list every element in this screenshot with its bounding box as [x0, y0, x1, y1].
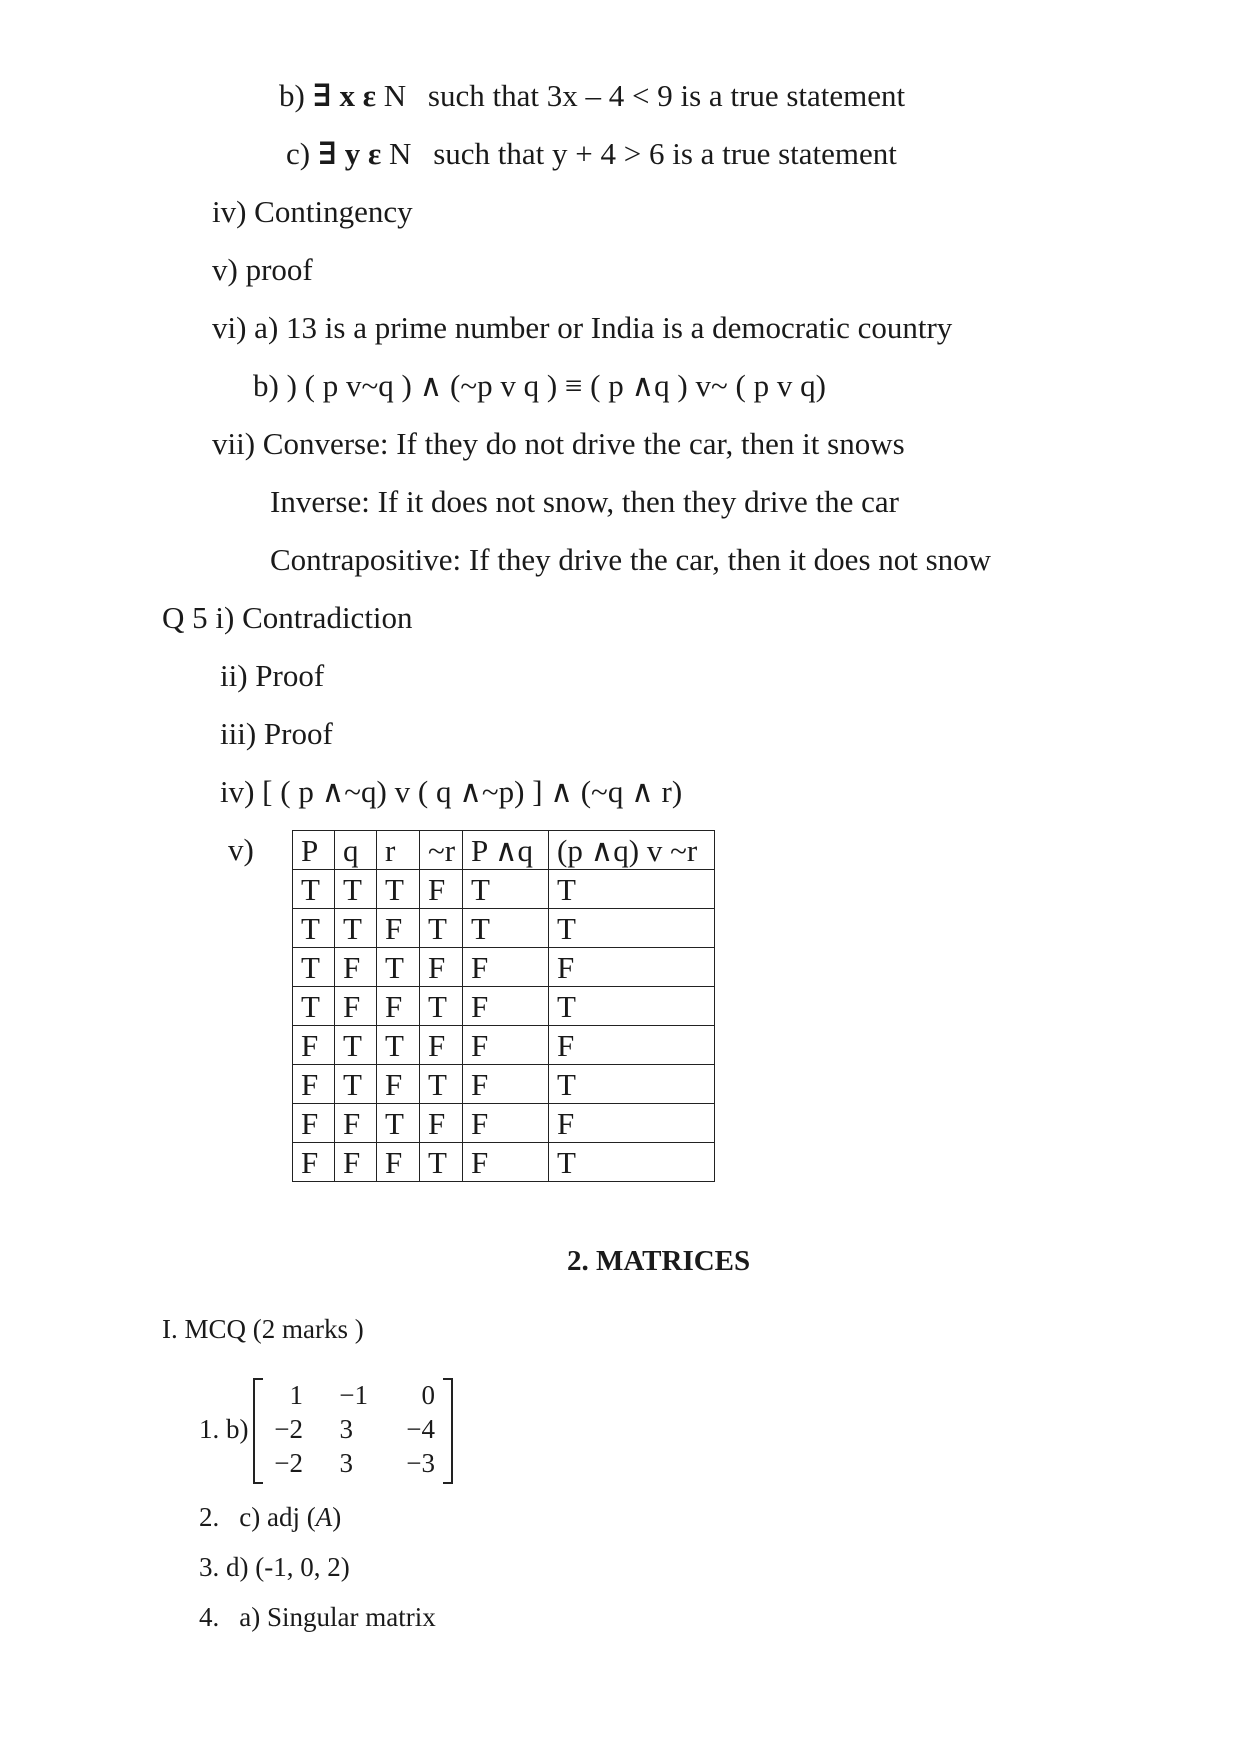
truth-table-cell: T	[549, 870, 715, 909]
q4-iv: iv) Contingency	[212, 194, 413, 229]
matrix-cell: −2	[274, 1414, 303, 1444]
truth-table-header: r	[377, 831, 420, 870]
q4-v: v) proof	[212, 252, 313, 287]
q4-iii-c-quantifier: ∃ y ε	[317, 136, 382, 171]
truth-table-cell: T	[377, 1026, 420, 1065]
mcq-heading: I. MCQ (2 marks )	[162, 1314, 364, 1344]
truth-table-cell: F	[377, 1143, 420, 1182]
truth-table-row	[293, 987, 715, 1026]
truth-table-cell: F	[463, 1143, 549, 1182]
q4-iii-b-quantifier: ∃ x ε	[312, 78, 377, 113]
matrix-cell: −4	[406, 1414, 435, 1444]
q4-vi-b: b) ) ( p v~q ) ∧ (~p v q ) ≡ ( p ∧q ) v~ ( p v q)	[253, 368, 826, 403]
mcq-q4-number: 4.	[199, 1602, 220, 1632]
truth-table	[292, 830, 715, 1182]
truth-table-cell: F	[335, 1104, 377, 1143]
truth-table-cell: F	[420, 1104, 463, 1143]
matrix-cell: 3	[339, 1448, 353, 1478]
truth-table-cell: F	[377, 987, 420, 1026]
truth-table-cell: T	[293, 870, 335, 909]
matrix-cell: 1	[289, 1380, 303, 1410]
truth-table-cell: F	[335, 987, 377, 1026]
mcq-q2-answer-var: A	[315, 1502, 333, 1532]
truth-table-cell: T	[377, 948, 420, 987]
truth-table-header: q	[335, 831, 377, 870]
truth-table-cell: F	[420, 870, 463, 909]
truth-table-cell: T	[420, 987, 463, 1026]
truth-table-cell: F	[463, 1026, 549, 1065]
truth-table-cell: T	[335, 870, 377, 909]
truth-table-cell: F	[420, 948, 463, 987]
truth-table-cell: T	[549, 1143, 715, 1182]
q4-vii-converse: vii) Converse: If they do not drive the car, then it snows	[212, 426, 905, 461]
truth-table-cell: F	[549, 948, 715, 987]
q4-iii-c-set: N	[389, 136, 412, 171]
truth-table-cell: T	[293, 987, 335, 1026]
truth-table-row	[293, 1026, 715, 1065]
truth-table-cell: T	[335, 1065, 377, 1104]
truth-table-row	[293, 948, 715, 987]
truth-table-cell: F	[293, 1104, 335, 1143]
truth-table-row	[293, 1065, 715, 1104]
truth-table-cell: F	[293, 1026, 335, 1065]
truth-table-cell: F	[549, 1026, 715, 1065]
q4-iii-c	[286, 138, 897, 169]
truth-table-cell: F	[377, 909, 420, 948]
truth-table-header: (p ∧q) v ~r	[549, 831, 715, 870]
section-title: 2. MATRICES	[567, 1245, 751, 1277]
q4-iii-b-label: b)	[279, 78, 305, 113]
truth-table-row	[293, 909, 715, 948]
mcq-q1-label: 1. b)	[199, 1414, 249, 1444]
truth-table-cell: T	[293, 909, 335, 948]
truth-table-cell: T	[335, 909, 377, 948]
truth-table-cell: T	[293, 948, 335, 987]
truth-table-row	[293, 870, 715, 909]
q4-iii-b-text: such that 3x – 4 < 9 is a true statement	[427, 78, 906, 113]
q4-iii-c-label: c)	[286, 136, 311, 171]
mcq-q4	[199, 1604, 436, 1631]
truth-table-header: ~r	[420, 831, 463, 870]
truth-table-cell: F	[463, 948, 549, 987]
truth-table-cell: T	[420, 1143, 463, 1182]
truth-table-cell: T	[335, 1026, 377, 1065]
truth-table-cell: T	[549, 909, 715, 948]
truth-table-cell: F	[463, 1104, 549, 1143]
truth-table-cell: F	[463, 987, 549, 1026]
truth-table-cell: F	[335, 1143, 377, 1182]
matrix-right-bracket	[443, 1378, 453, 1484]
q4-iii-b	[279, 80, 905, 111]
matrix-cell: −2	[274, 1448, 303, 1478]
truth-table-cell: T	[549, 1065, 715, 1104]
q5-iv: iv) [ ( p ∧~q) v ( q ∧~p) ] ∧ (~q ∧ r)	[220, 774, 683, 809]
mcq-q2-answer-suffix: )	[332, 1502, 342, 1532]
matrix-cell: −1	[339, 1380, 368, 1410]
matrix-cell: 0	[421, 1380, 435, 1410]
truth-table-cell: T	[420, 909, 463, 948]
truth-table-cell: F	[377, 1065, 420, 1104]
matrix-cell: 3	[339, 1414, 353, 1444]
q5-ii: ii) Proof	[220, 658, 325, 693]
truth-table-row	[293, 1143, 715, 1182]
truth-table-cell: T	[463, 909, 549, 948]
truth-table-body	[293, 870, 715, 1182]
truth-table-cell: F	[293, 1065, 335, 1104]
q4-vii-inverse: Inverse: If it does not snow, then they drive the car	[270, 484, 899, 519]
q5-i: Q 5 i) Contradiction	[162, 600, 413, 635]
mcq-q2-number: 2.	[199, 1502, 220, 1532]
truth-table-header: P	[293, 831, 335, 870]
truth-table-cell: F	[549, 1104, 715, 1143]
q4-iii-b-set: N	[383, 78, 407, 113]
q4-vii-contrapositive: Contrapositive: If they drive the car, then it does not snow	[270, 542, 992, 577]
q4-vi-a: vi) a) 13 is a prime number or India is a democratic country	[212, 310, 953, 345]
truth-table-cell: F	[420, 1026, 463, 1065]
truth-table-header: P ∧q	[463, 831, 549, 870]
truth-table-cell: T	[377, 1104, 420, 1143]
truth-table-header-row	[293, 831, 715, 870]
truth-table-cell: T	[420, 1065, 463, 1104]
mcq-q1-matrix	[253, 1378, 453, 1482]
q5-iii: iii) Proof	[220, 716, 333, 751]
mcq-q2	[199, 1504, 341, 1531]
matrix-cell: −3	[406, 1448, 435, 1478]
mcq-q2-answer-prefix: c) adj (	[239, 1502, 316, 1532]
truth-table-cell: T	[463, 870, 549, 909]
mcq-q4-answer: a) Singular matrix	[239, 1602, 436, 1632]
truth-table-cell: T	[377, 870, 420, 909]
q5-v-label: v)	[228, 832, 254, 867]
truth-table-row	[293, 1104, 715, 1143]
mcq-q3: 3. d) (-1, 0, 2)	[199, 1552, 350, 1582]
truth-table-cell: T	[549, 987, 715, 1026]
q4-iii-c-text: such that y + 4 > 6 is a true statement	[433, 136, 897, 171]
truth-table-cell: F	[293, 1143, 335, 1182]
truth-table-cell: F	[335, 948, 377, 987]
truth-table-cell: F	[463, 1065, 549, 1104]
